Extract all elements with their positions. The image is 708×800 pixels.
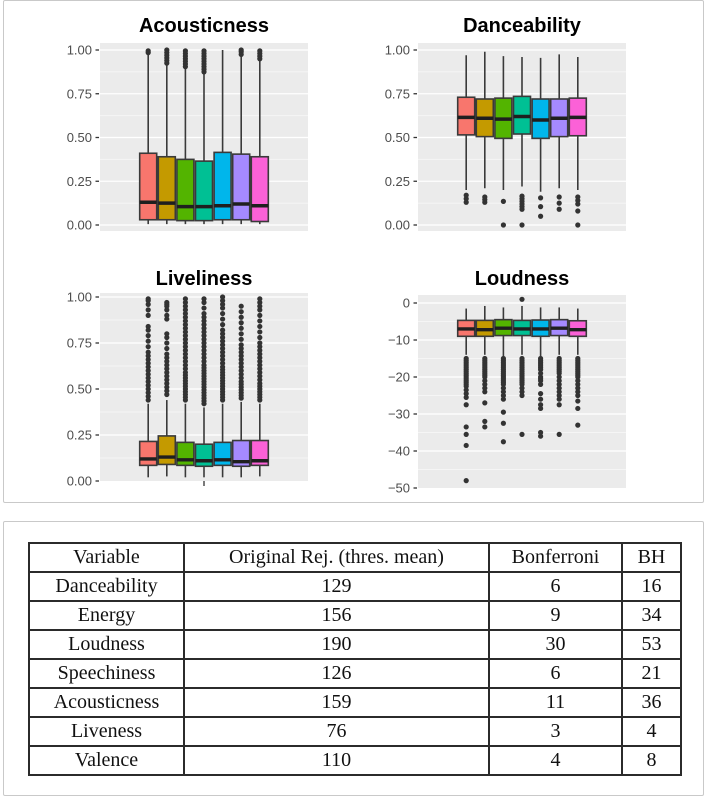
outlier-point — [146, 324, 151, 329]
outlier-point — [164, 300, 169, 305]
outlier-point — [538, 434, 543, 439]
outlier-point — [183, 48, 188, 53]
y-axis-tick-label: 0.25 — [66, 427, 92, 443]
outlier-point — [239, 47, 244, 52]
outlier-point — [257, 329, 262, 334]
results-table-panel — [3, 521, 704, 796]
table-header-cell: Bonferroni — [489, 543, 622, 572]
y-axis-tick-label: −20 — [387, 369, 410, 385]
table-cell: 6 — [489, 572, 622, 601]
chart-title: Danceability — [463, 15, 581, 37]
outlier-point — [501, 199, 506, 204]
chart-title: Acousticness — [138, 15, 270, 37]
table-cell: 4 — [489, 746, 622, 775]
outlier-point — [519, 194, 524, 199]
box-iqr — [214, 442, 231, 465]
results-table — [28, 542, 682, 776]
table-cell: Acousticness — [29, 688, 184, 717]
table-cell: 129 — [184, 572, 489, 601]
table-header-cell: Variable — [29, 543, 184, 572]
y-axis-tick-label: 0.50 — [66, 381, 92, 397]
outlier-point — [575, 208, 580, 213]
outlier-point — [257, 318, 262, 323]
y-axis-tick-label: 0.75 — [66, 86, 92, 102]
outlier-point — [501, 439, 506, 444]
outlier-point — [464, 443, 469, 448]
outlier-point — [164, 340, 169, 345]
outlier-point — [220, 328, 225, 333]
y-axis-tick-label: 0.50 — [66, 130, 92, 145]
outlier-point — [575, 423, 580, 428]
table-cell: 34 — [622, 601, 681, 630]
outlier-point — [557, 207, 562, 212]
y-axis-tick-label: 0.75 — [384, 86, 410, 102]
chart-title: Loudness — [474, 268, 570, 290]
outlier-point — [464, 402, 469, 407]
outlier-point — [146, 313, 151, 318]
table-cell: 4 — [622, 717, 681, 746]
box-iqr — [233, 154, 250, 220]
table-cell: 190 — [184, 630, 489, 659]
outlier-point — [220, 316, 225, 321]
outlier-point — [239, 320, 244, 325]
table-cell: Liveness — [29, 717, 184, 746]
y-axis-tick-label: 0.00 — [66, 473, 92, 489]
outlier-point — [557, 397, 562, 402]
box-iqr — [158, 436, 175, 465]
table-cell: 30 — [489, 630, 622, 659]
outlier-point — [239, 309, 244, 314]
y-axis-tick-label: 0.75 — [66, 335, 92, 351]
table-cell: 156 — [184, 601, 489, 630]
outlier-point — [538, 406, 543, 411]
outlier-point — [538, 397, 543, 402]
box-iqr — [158, 157, 175, 220]
outlier-point — [482, 419, 487, 424]
outlier-point — [501, 222, 506, 227]
outlier-point — [257, 296, 262, 301]
outlier-point — [464, 424, 469, 429]
box-iqr — [196, 444, 213, 466]
table-cell: Speechiness — [29, 659, 184, 688]
outlier-point — [201, 296, 206, 301]
chart-title: Liveliness — [155, 268, 253, 290]
y-axis-tick-label: 0.50 — [384, 130, 410, 145]
outlier-point — [239, 326, 244, 331]
outlier-point — [239, 342, 244, 347]
outlier-point — [519, 432, 524, 437]
outlier-point — [146, 307, 151, 312]
table-cell: 36 — [622, 688, 681, 717]
table-cell: 21 — [622, 659, 681, 688]
table-cell: 110 — [184, 746, 489, 775]
outlier-point — [538, 195, 543, 200]
table-header-cell: Original Rej. (thres. mean) — [184, 543, 489, 572]
outlier-point — [575, 194, 580, 199]
y-axis-tick-label: 0.00 — [66, 217, 92, 233]
outlier-point — [482, 400, 487, 405]
table-cell: Energy — [29, 601, 184, 630]
outlier-point — [239, 337, 244, 342]
y-axis-tick-label: −10 — [387, 332, 410, 348]
outlier-point — [257, 313, 262, 318]
table-header-cell: BH — [622, 543, 681, 572]
table-cell: 3 — [489, 717, 622, 746]
outlier-point — [183, 296, 188, 301]
outlier-point — [146, 48, 151, 53]
outlier-point — [501, 410, 506, 415]
table-row — [29, 746, 681, 775]
outlier-point — [557, 402, 562, 407]
table-cell: 126 — [184, 659, 489, 688]
outlier-point — [519, 393, 524, 398]
outlier-point — [538, 214, 543, 219]
table-cell: Danceability — [29, 572, 184, 601]
outlier-point — [575, 222, 580, 227]
outlier-point — [482, 194, 487, 199]
outlier-point — [220, 322, 225, 327]
y-axis-tick-label: 0 — [402, 295, 410, 311]
outlier-point — [482, 424, 487, 429]
outlier-point — [164, 351, 169, 356]
outlier-point — [146, 344, 151, 349]
table-cell: 16 — [622, 572, 681, 601]
table-cell: Loudness — [29, 630, 184, 659]
box-iqr — [177, 159, 194, 220]
y-axis-tick-label: 0.25 — [66, 173, 92, 189]
outlier-point — [501, 421, 506, 426]
y-axis-tick-label: 0.25 — [384, 173, 410, 189]
table-row — [29, 717, 681, 746]
box-iqr — [251, 157, 268, 222]
table-cell: 6 — [489, 659, 622, 688]
outlier-point — [519, 222, 524, 227]
outlier-point — [464, 478, 469, 483]
table-cell: 76 — [184, 717, 489, 746]
outlier-point — [220, 294, 225, 299]
table-cell: Valence — [29, 746, 184, 775]
outlier-point — [557, 432, 562, 437]
table-cell: 11 — [489, 688, 622, 717]
y-axis-tick-label: −30 — [387, 406, 410, 422]
table-row — [29, 659, 681, 688]
box-iqr — [214, 152, 231, 219]
outlier-point — [257, 324, 262, 329]
y-axis-tick-label: −40 — [387, 443, 410, 459]
outlier-point — [464, 395, 469, 400]
box-iqr — [140, 153, 157, 220]
y-axis-tick-label: 1.00 — [384, 42, 410, 58]
boxplot-chart-acousticness — [4, 1, 353, 251]
y-axis-tick-label: 1.00 — [66, 289, 92, 305]
outlier-point — [575, 406, 580, 411]
boxplot-chart-danceability — [353, 1, 702, 251]
outlier-point — [464, 193, 469, 198]
table-cell: 159 — [184, 688, 489, 717]
box-iqr — [140, 441, 157, 465]
outlier-point — [482, 389, 487, 394]
outlier-point — [538, 382, 543, 387]
outlier-point — [519, 297, 524, 302]
outlier-point — [146, 333, 151, 338]
y-axis-tick-label: 0.00 — [384, 217, 410, 233]
outlier-point — [164, 47, 169, 52]
charts-grid — [4, 1, 702, 501]
boxplot-chart-loudness — [353, 251, 702, 501]
table-row — [29, 630, 681, 659]
outlier-point — [201, 311, 206, 316]
outlier-point — [146, 339, 151, 344]
outlier-point — [575, 393, 580, 398]
outlier-point — [464, 432, 469, 437]
table-row — [29, 572, 681, 601]
outlier-point — [201, 305, 206, 310]
outlier-point — [164, 331, 169, 336]
outlier-point — [557, 194, 562, 199]
table-header-row — [29, 543, 681, 572]
outlier-point — [257, 335, 262, 340]
outlier-point — [257, 340, 262, 345]
boxplot-chart-liveliness — [4, 251, 353, 501]
outlier-point — [220, 311, 225, 316]
outlier-point — [239, 304, 244, 309]
outlier-point — [538, 391, 543, 396]
box-iqr — [196, 161, 213, 221]
table-cell: 8 — [622, 746, 681, 775]
table-cell: 53 — [622, 630, 681, 659]
outlier-point — [146, 296, 151, 301]
outlier-point — [501, 397, 506, 402]
outlier-point — [538, 204, 543, 209]
y-axis-tick-label: −50 — [387, 480, 410, 496]
outlier-point — [201, 48, 206, 53]
outlier-point — [164, 313, 169, 318]
outlier-point — [575, 398, 580, 403]
table-row — [29, 688, 681, 717]
outlier-point — [146, 350, 151, 355]
outlier-point — [239, 331, 244, 336]
outlier-point — [239, 315, 244, 320]
outlier-point — [257, 48, 262, 53]
box-iqr — [177, 442, 194, 465]
y-axis-tick-label: 1.00 — [66, 42, 92, 58]
outlier-point — [557, 201, 562, 206]
table-row — [29, 601, 681, 630]
outlier-point — [164, 346, 169, 351]
table-cell: 9 — [489, 601, 622, 630]
charts-figure-panel — [3, 0, 704, 503]
